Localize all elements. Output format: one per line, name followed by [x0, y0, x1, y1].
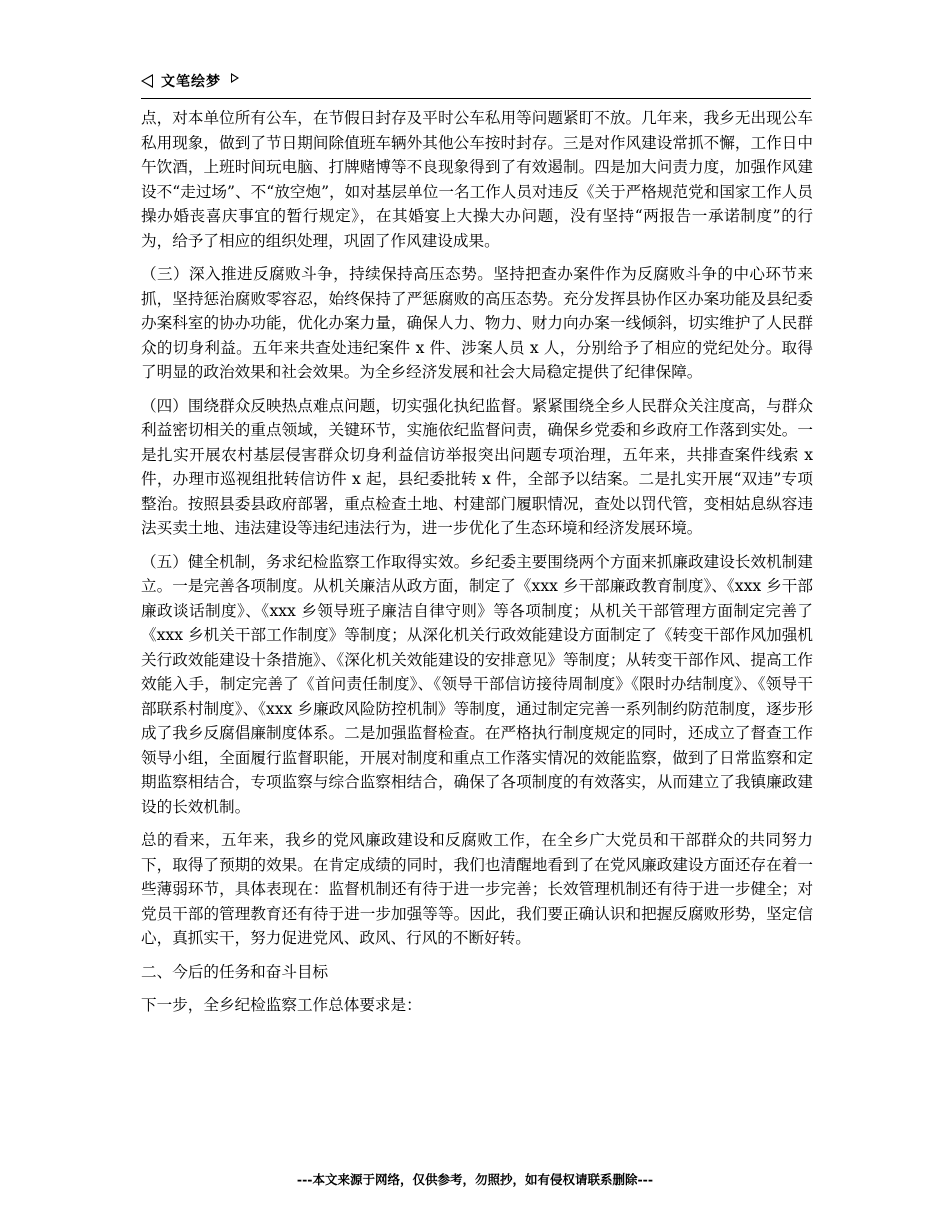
paragraph: 总的看来，五年来，我乡的党风廉政建设和反腐败工作，在全乡广大党员和干部群众的共同努力下，取得了预期的效果。在肯定成绩的同时，我们也清醒地看到了在党风廉政建设方面还存在着一些薄弱环节，具体表现在：监督机制还有待于进一步完善；长效管理机制还有待于进一步健全；对党员干部的管理教育还有待于进一步加强等等。因此，我们要正确认识和把握反腐败形势，坚定信心，真抓实干，努力促进党风、政风、行风的不断好转。: [141, 831, 813, 947]
page-header: [141, 70, 811, 99]
document-body: [141, 106, 813, 1027]
paragraph: （四）围绕群众反映热点难点问题，切实强化执纪监督。紧紧围绕全乡人民群众关注度高，与群众利益密切相关的重点领域，关键环节，实施依纪监督问责，确保乡党委和乡政府工作落到实处。一是扎实开展农村基层侵害群众切身利益信访举报突出问题专项治理，五年来，共排查案件线索 x 件，办理市巡视组批转信访件 x 起，县纪委批转 x 件，全部予以结案。二是扎实开展“双违”专项整治。按照县委县政府部署，重点检查土地、村建部门履职情况，查处以罚代管，变相姑息纵容违法买卖土地、违法建设等违纪违法行为，进一步优化了生态环境和经济发展环境。: [141, 396, 813, 537]
paragraph: （三）深入推进反腐败斗争，持续保持高压态势。坚持把查办案件作为反腐败斗争的中心环节来抓，坚持惩治腐败零容忍，始终保持了严惩腐败的高压态势。充分发挥县协作区办案功能及县纪委办案科室的协办功能，优化办案力量，确保人力、物力、财力向办案一线倾斜，切实维护了人民群众的切身利益。五年来共查处违纪案件 x 件、涉案人员 x 人，分别给予了相应的党纪处分。取得了明显的政治效果和社会效果。为全乡经济发展和社会大局稳定提供了纪律保障。: [141, 265, 813, 381]
triangle-right-icon: [231, 73, 239, 83]
paragraph: 点，对本单位所有公车，在节假日封存及平时公车私用等问题紧盯不放。几年来，我乡无出现公车私用现象，做到了节日期间除值班车辆外其他公车按时封存。三是对作风建设常抓不懈，工作日中午饮酒，上班时间玩电脑、打牌赌博等不良现象得到了有效遏制。四是加大问责力度，加强作风建设不“走过场”、不“放空炮”，如对基层单位一名工作人员对违反《关于严格规范党和国家工作人员操办婚丧喜庆事宜的暂行规定》，在其婚宴上大操大办问题，没有坚持“两报告一承诺制度”的行为，给予了相应的组织处理，巩固了作风建设成果。: [141, 109, 813, 250]
triangle-left-icon: [141, 74, 153, 88]
page-footer: ---本文来源于网络，仅供参考，勿照抄，如有侵权请联系删除---: [296, 1172, 654, 1187]
paragraph: （五）健全机制，务求纪检监察工作取得实效。乡纪委主要围绕两个方面来抓廉政建设长效机制建立。一是完善各项制度。从机关廉洁从政方面，制定了《xxx 乡干部廉政教育制度》、《xxx 乡干部廉政谈话制度》、《xxx 乡领导班子廉洁自律守则》等各项制度；从机关干部管理方面制定完善了《xxx 乡机关干部工作制度》等制度；从深化机关行政效能建设方面制定了《转变干部作风加强机关行政效能建设十条措施》、《深化机关效能建设的安排意见》等制度；从转变干部作风、提高工作效能入手，制定完善了《首问责任制度》、《领导干部信访接待周制度》《限时办结制度》、《领导干部联系村制度》、《xxx 乡廉政风险防控机制》等制度，通过制定完善一系列制约防范制度，逐步形成了我乡反腐倡廉制度体系。二是加强监督检查。在严格执行制度规定的同时，还成立了督查工作领导小组，全面履行监督职能，开展对制度和重点工作落实情况的效能监察，做到了日常监察和定期监察相结合，专项监察与综合监察相结合，确保了各项制度的有效落实，从而建立了我镇廉政建设的长效机制。: [141, 552, 813, 816]
header-title: 文笔绘梦: [161, 74, 221, 90]
section-heading: 二、今后的任务和奋斗目标: [141, 962, 329, 981]
paragraph: 下一步，全乡纪检监察工作总体要求是：: [141, 996, 422, 1014]
